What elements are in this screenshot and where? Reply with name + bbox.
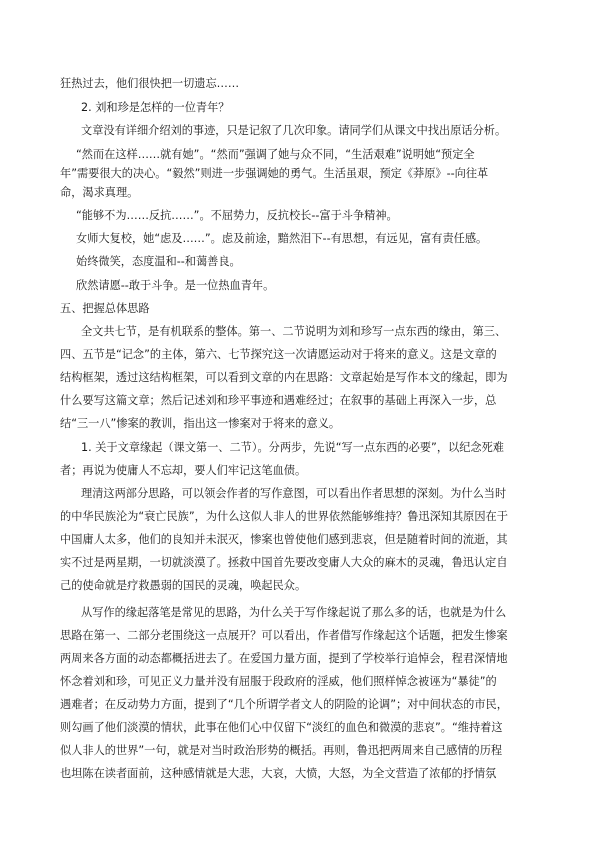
- question-heading: 2. 刘和珍是怎样的一位青年？: [81, 101, 230, 114]
- text-line: 遇难者；在反动势力方面，提到了“几个所谓学者文人的阴险的论调”；对中间状态的市民，: [60, 698, 508, 711]
- text-line: 中国庸人太多，他们的良知并未泯灭，惨案也曾使他们感到悲哀，但是随着时间的流逝，其: [60, 533, 508, 546]
- text-line: 怀念着刘和珍，可见正义力量并没有屈服于段政府的淫威，他们照样悼念被诬为“暴徒”的: [60, 675, 497, 688]
- text-line: 则勾画了他们淡漠的情状，此事在他们心中仅留下“淡红的血色和微漠的悲哀”。“维持着这: [60, 721, 503, 734]
- text-line: 结“三一八”惨案的教训，指出这一惨案对于将来的意义。: [60, 417, 341, 430]
- text-line: 女师大复校，她“虑及……”。虑及前途，黯然泪下--有思想，有远见，富有责任感。: [76, 232, 488, 245]
- text-line: 从写作的缘起落笔是常见的思路，为什么关于写作缘起说了那么多的话，也就是为什么: [81, 606, 507, 619]
- text-line: 己的使命就是疗救愚弱的国民的灵魂，唤起民众。: [60, 579, 307, 592]
- text-line: 两周来各方面的动态都概括进去了。在爱国力量方面，提到了学校举行追悼会，程君深情地: [60, 652, 508, 665]
- text-line: 狂热过去，他们很快把一切遗忘……: [60, 77, 240, 90]
- text-line: 也坦陈在读者面前，这种感情就是大悲，大哀，大愤，大怒，为全文营造了浓郁的抒情氛: [60, 767, 497, 780]
- text-line: 什么要写这篇文章；然后记述刘和珍平事迹和遇难经过；在叙事的基础上再深入一步，总: [60, 394, 497, 407]
- section-heading: 五、把握总体思路: [60, 302, 150, 315]
- subsection-heading: 1. 关于文章缘起（课文第一、二节）。分两步，先说“写一点东西的必要”，以纪念死难: [81, 441, 504, 454]
- text-line: “能够不为……反抗……”。不屈势力，反抗校长--富于斗争精神。: [76, 209, 398, 222]
- text-line: 理清这两部分思路，可以领会作者的写作意图，可以看出作者思想的深刻。为什么当时: [81, 487, 507, 500]
- text-line: 者；再说为使庸人不忘却，要人们牢记这笔血债。: [60, 464, 307, 477]
- text-line: 实不过是两星期，一切就淡漠了。拯救中国首先要改变庸人大众的麻木的灵魂，鲁迅认定自: [60, 556, 508, 569]
- text-line: 命，渴求真理。: [60, 186, 139, 199]
- text-line: 始终微笑，态度温和--和蔼善良。: [76, 255, 241, 268]
- text-line: 欣然请愿--敢于斗争。是一位热血青年。: [76, 279, 275, 292]
- text-line: 四、五节是“记念”的主体，第六、七节探究这一次请愿运动对于将来的意义。这是文章的: [60, 348, 497, 361]
- text-line: 年”需要很大的决心。“毅然”则进一步强调她的勇气。生活虽艰，预定《莽原》--向往革: [60, 167, 489, 180]
- text-line: 全文共七节，是有机联系的整体。第一、二节说明为刘和珍写一点东西的缘由，第三、: [81, 325, 507, 338]
- text-line: 结构框架，透过这结构框架，可以看到文章的内在思路：文章起始是写作本文的缘起，即为: [60, 371, 508, 384]
- text-line: 思路在第一、二部分老围绕这一点展开？可以看出，作者借写作缘起这个话题，把发生惨案: [60, 629, 508, 642]
- text-line: 似人非人的世界”一句，就是对当时政治形势的概括。再则，鲁迅把两周来自己感情的历程: [60, 744, 503, 757]
- text-line: 的中华民族沦为“衰亡民族”，为什么这似人非人的世界依然能够维持？鲁迅深知其原因在于: [60, 510, 508, 523]
- text-line: 文章没有详细介绍刘的事迹，只是记叙了几次印象。请同学们从课文中找出原话分析。: [81, 124, 507, 137]
- text-line: “然而在这样……就有她”。“然而”强调了她与众不同，“生活艰难”说明她“预定全: [76, 148, 475, 161]
